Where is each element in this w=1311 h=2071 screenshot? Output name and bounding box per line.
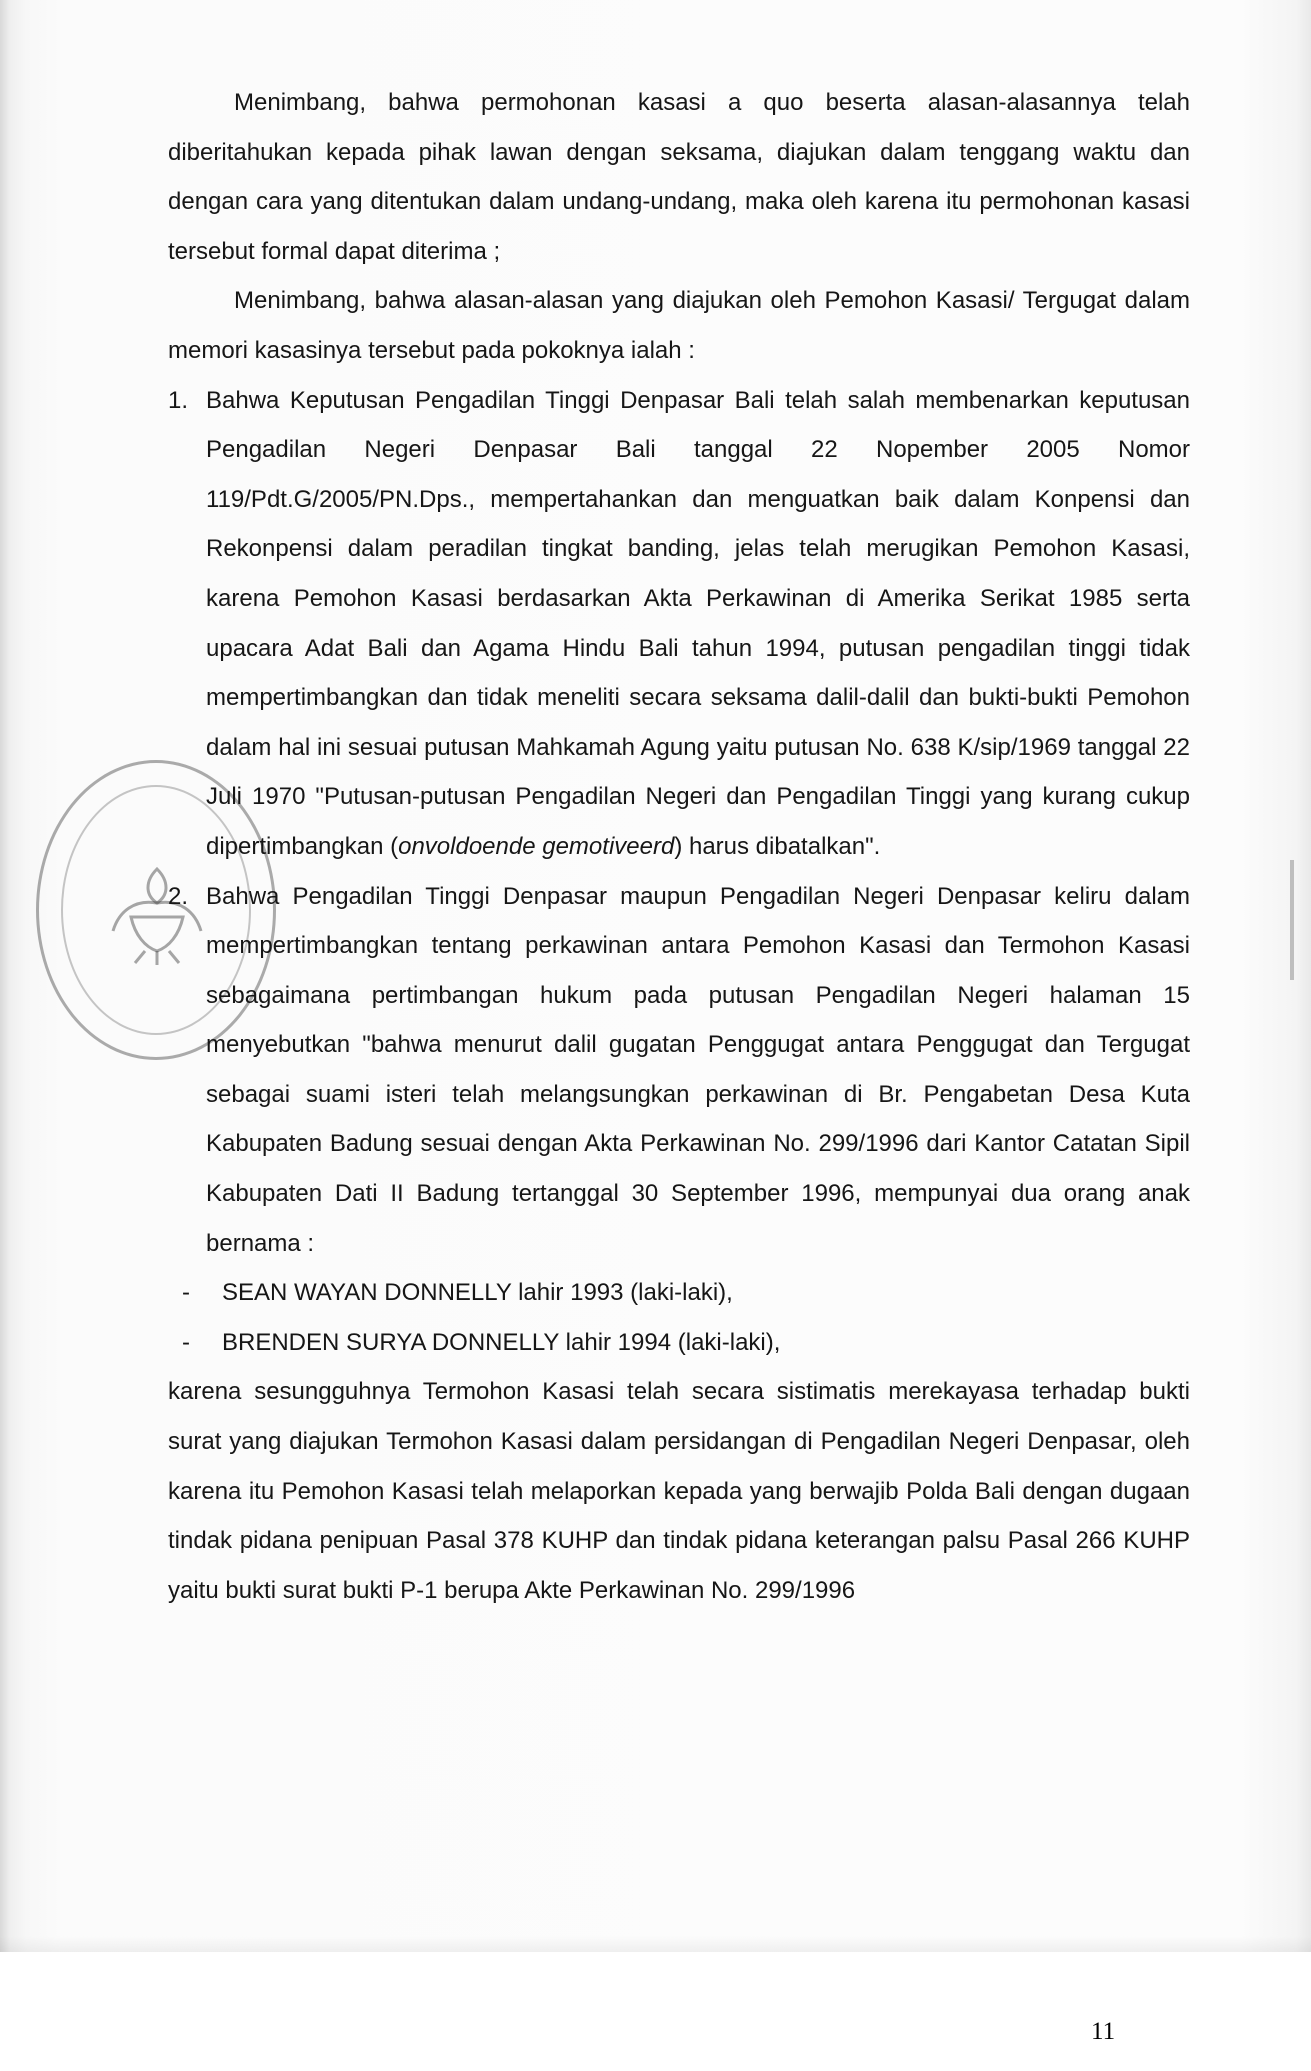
paragraph-menimbang-alasan: Menimbang, bahwa alasan-alasan yang diajukan oleh Pemohon Kasasi/ Tergugat dalam memori kasasinya tersebut pada pokoknya ialah :: [168, 287, 1190, 364]
list-item: [168, 872, 1190, 1269]
dash-marker: -: [182, 1279, 190, 1307]
paragraph-menimbang-formal: Menimbang, bahwa permohonan kasasi a quo beserta alasan-alasannya telah diberitahukan kepada pihak lawan dengan seksama, diajukan dalam tenggang waktu dan dengan cara yang ditentukan dalam undang-undang, maka oleh karena itu permohonan kasasi tersebut formal dapat diterima ;: [168, 89, 1190, 265]
scan-shadow: [0, 1936, 1311, 1952]
list-item: [168, 376, 1190, 872]
child-name: SEAN WAYAN DONNELLY lahir 1993 (laki-laki),: [222, 1279, 733, 1307]
child-list-item: [168, 1318, 1190, 1368]
item-text-part: ) harus dibatalkan".: [674, 832, 881, 860]
item-number: 2.: [168, 882, 189, 910]
dash-marker: -: [182, 1328, 190, 1356]
item-text-part: Bahwa Keputusan Pengadilan Tinggi Denpasar Bali telah salah membenarkan keputusan Pengadilan Negeri Denpasar Bali tanggal 22 Nopember 2005 Nomor 119/Pdt.G/2005/PN.Dps., mempertahankan dan menguatkan baik dalam Konpensi dan Rekonpensi dalam peradilan tingkat banding, jelas telah merugikan Pemohon Kasasi, karena Pemohon Kasasi berdasarkan Akta Perkawinan di Amerika Serikat 1985 serta upacara Adat Bali dan Agama Hindu Bali tahun 1994, putusan pengadilan tinggi tidak mempertimbangkan dan tidak meneliti secara seksama dalil-dalil dan bukti-bukti Pemohon dalam hal ini sesuai putusan Mahkamah Agung yaitu putusan No. 638 K/sip/1969 tanggal 22 Juli 1970 "Putusan-putusan Pengadilan Negeri dan Pengadilan Tinggi yang kurang cukup dipertimbangkan (: [206, 386, 1190, 860]
item-number: 1.: [168, 386, 189, 414]
document-body: [168, 78, 1190, 1615]
scan-edge-mark: [1290, 860, 1294, 980]
page-number: 11: [1091, 2018, 1116, 2045]
latin-term: onvoldoende gemotiveerd: [398, 832, 675, 860]
continuation-paragraph: karena sesungguhnya Termohon Kasasi telah secara sistimatis merekayasa terhadap bukti surat yang diajukan Termohon Kasasi dalam persidangan di Pengadilan Negeri Denpasar, oleh karena itu Pemohon Kasasi telah melaporkan kepada yang berwajib Polda Bali dengan dugaan tindak pidana penipuan Pasal 378 KUHP dan tindak pidana keterangan palsu Pasal 266 KUHP yaitu bukti surat bukti P-1 berupa Akte Perkawinan No. 299/1996: [168, 1378, 1190, 1604]
child-list-item: [168, 1268, 1190, 1318]
child-name: BRENDEN SURYA DONNELLY lahir 1994 (laki-laki),: [222, 1328, 781, 1356]
item-text: [206, 376, 1190, 872]
item-text: Bahwa Pengadilan Tinggi Denpasar maupun Pengadilan Negeri Denpasar keliru dalam mempertimbangkan tentang perkawinan antara Pemohon Kasasi dan Termohon Kasasi sebagaimana pertimbangan hukum pada putusan Pengadilan Negeri halaman 15 menyebutkan "bahwa menurut dalil gugatan Penggugat antara Penggugat dan Tergugat sebagai suami isteri telah melangsungkan perkawinan di Br. Pengabetan Desa Kuta Kabupaten Badung sesuai dengan Akta Perkawinan No. 299/1996 dari Kantor Catatan Sipil Kabupaten Dati II Badung tertanggal 30 September 1996, mempunyai dua orang anak bernama :: [206, 882, 1190, 1257]
